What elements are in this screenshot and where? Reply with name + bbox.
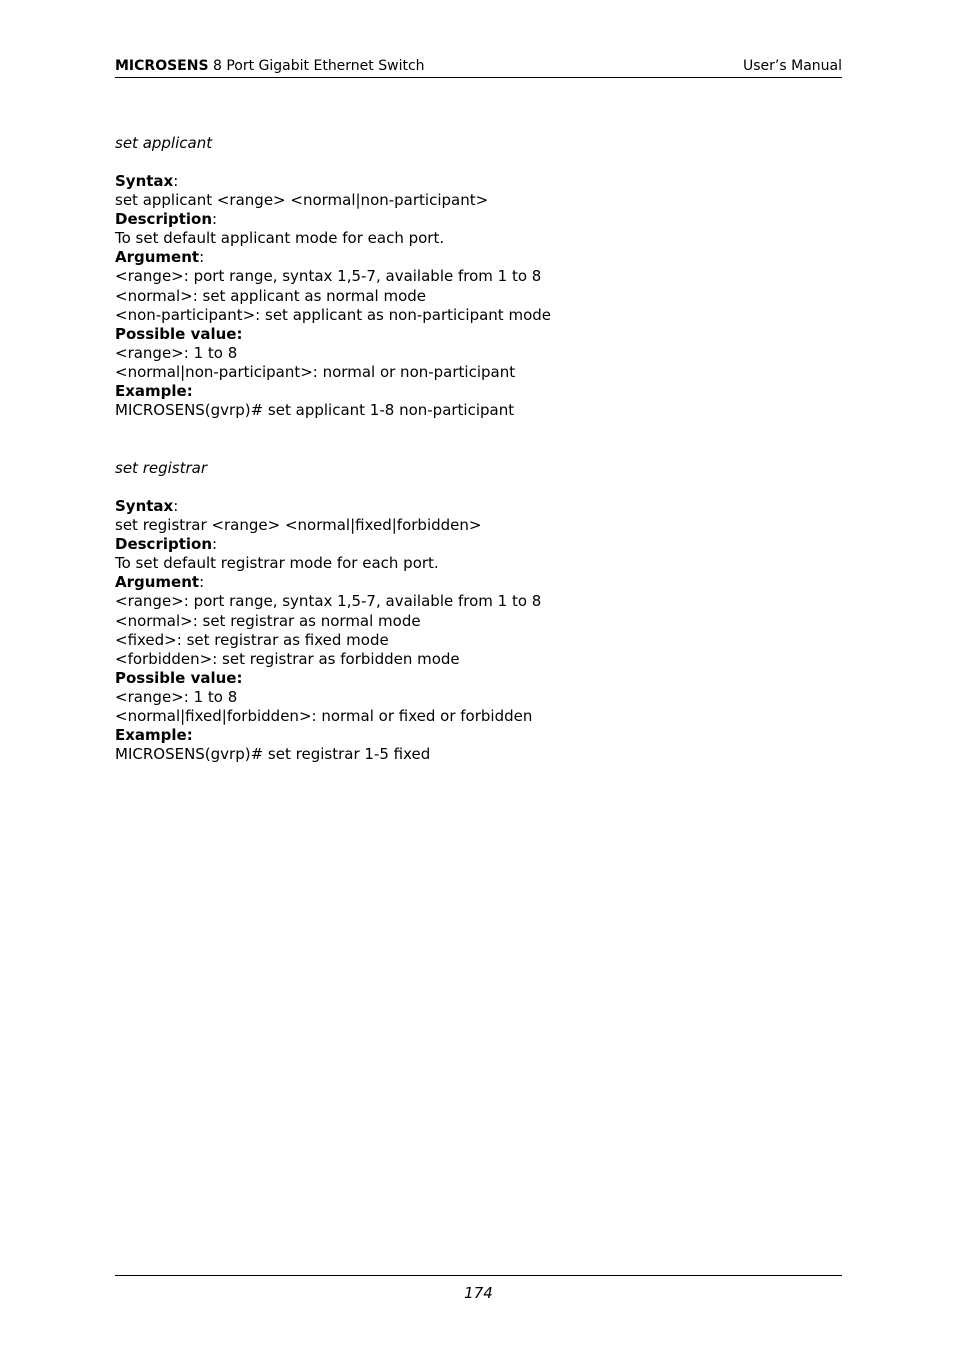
argument-item: <normal>: set registrar as normal mode	[115, 611, 421, 630]
header-manual: User’s Manual	[743, 58, 842, 74]
command-title: set applicant	[115, 134, 213, 152]
footer-divider	[115, 1275, 842, 1276]
argument-label: Argument	[115, 248, 200, 267]
possible-value-item: <normal|fixed|forbidden>: normal or fixed or forbidden	[115, 707, 533, 726]
argument-heading: Argument:	[115, 248, 205, 267]
syntax-heading: Syntax:	[115, 497, 179, 515]
syntax-label: Syntax	[115, 172, 174, 190]
header-product: 8 Port Gigabit Ethernet Switch	[208, 58, 425, 74]
syntax-text: set registrar <range> <normal|fixed|forbidden>	[115, 516, 482, 535]
header-title	[115, 57, 425, 75]
description-heading: Description:	[115, 535, 218, 554]
possible-value-label: Possible value:	[115, 324, 243, 343]
example-text: MICROSENS(gvrp)# set applicant 1-8 non-participant	[115, 401, 515, 420]
description-text: To set default registrar mode for each port.	[115, 554, 439, 573]
argument-label: Argument	[115, 573, 200, 592]
description-heading: Description:	[115, 210, 218, 229]
possible-value-label: Possible value:	[115, 668, 243, 687]
argument-item: <non-participant>: set applicant as non-participant mode	[115, 305, 551, 324]
command-title: set registrar	[115, 459, 207, 477]
syntax-text: set applicant <range> <normal|non-participant>	[115, 191, 489, 210]
possible-value-item: <range>: 1 to 8	[115, 687, 238, 706]
syntax-label: Syntax	[115, 497, 174, 515]
possible-value-item: <normal|non-participant>: normal or non-participant	[115, 362, 516, 381]
page-number: 174	[464, 1284, 493, 1302]
argument-item: <range>: port range, syntax 1,5-7, available from 1 to 8	[115, 592, 542, 611]
argument-heading: Argument:	[115, 573, 205, 592]
example-text: MICROSENS(gvrp)# set registrar 1-5 fixed	[115, 745, 431, 764]
command-section-set-registrar	[115, 459, 835, 764]
example-label: Example:	[115, 726, 193, 745]
argument-item: <range>: port range, syntax 1,5-7, available from 1 to 8	[115, 267, 542, 286]
syntax-heading: Syntax:	[115, 172, 179, 190]
argument-item: <normal>: set applicant as normal mode	[115, 286, 427, 305]
argument-item: <forbidden>: set registrar as forbidden mode	[115, 649, 460, 668]
page-header	[115, 57, 842, 78]
example-label: Example:	[115, 382, 193, 401]
possible-value-item: <range>: 1 to 8	[115, 343, 238, 362]
header-brand: MICROSENS	[115, 58, 209, 74]
description-label: Description	[115, 535, 213, 554]
command-section-set-applicant	[115, 134, 835, 420]
argument-item: <fixed>: set registrar as fixed mode	[115, 630, 389, 649]
description-label: Description	[115, 210, 213, 229]
description-text: To set default applicant mode for each port.	[115, 229, 445, 248]
